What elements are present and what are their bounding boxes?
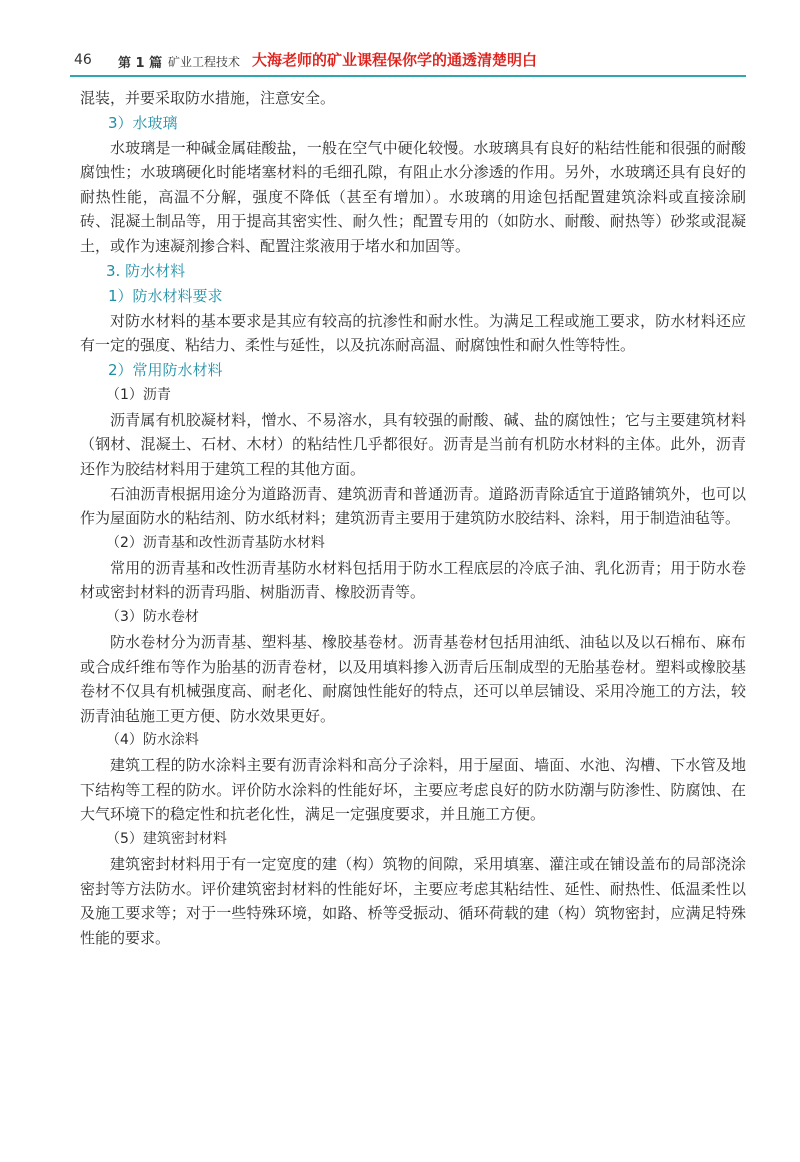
paragraph-asphalt-1: 沥青属有机胶凝材料，憎水、不易溶水，具有较强的耐酸、碱、盐的腐蚀性；它与主要建筑材料（钢材、混凝土、石材、木材）的粘结性几乎都很好。沥青是当前有机防水材料的主体。此外，沥青还作为胶结材料用于建筑工程的其他方面。 <box>80 410 746 478</box>
heading-common-materials: 2）常用防水材料 <box>108 360 223 379</box>
paragraph-waterproof-coating: 建筑工程的防水涂料主要有沥青涂料和高分子涂料，用于屋面、墙面、水池、沟槽、下水管及地下结构等工程的防水。评价防水涂料的性能好坏，主要应考虑良好的防水防潮与防渗性、防腐蚀、在大气环境下的稳定性和抗老化性，满足一定强度要求，并且施工方便。 <box>80 756 746 824</box>
subheading-waterproof-roll: （3）防水卷材 <box>106 608 199 625</box>
heading-waterproof-materials: 3. 防水材料 <box>106 261 186 280</box>
page-number: 46 <box>74 52 92 68</box>
paragraph-continuation: 混装，并要采取防水措施，注意安全。 <box>80 89 336 107</box>
header-divider <box>70 75 746 77</box>
paragraph-sealing-material: 建筑密封材料用于有一定宽度的建（构）筑物的间隙，采用填塞、灌注或在铺设盖布的局部浇涂密封等方法防水。评价建筑密封材料的性能好坏，主要应考虑其粘结性、延性、耐热性、低温柔性以及施工要求等；对于一些特殊环境，如路、桥等受振动、循环荷载的建（构）筑物密封，应满足特殊性能的要求。 <box>80 855 746 947</box>
chapter-label: 第 1 篇 <box>118 56 163 71</box>
page-body <box>80 86 746 950</box>
heading-waterproof-requirements: 1）防水材料要求 <box>108 286 223 305</box>
paragraph-asphalt-2: 石油沥青根据用途分为道路沥青、建筑沥青和普通沥青。道路沥青除适宜于道路铺筑外，也可以作为屋面防水的粘结剂、防水纸材料；建筑沥青主要用于建筑防水胶结料、涂料，用于制造油毡等。 <box>80 484 746 528</box>
subheading-modified-asphalt: （2）沥青基和改性沥青基防水材料 <box>106 534 325 551</box>
subheading-asphalt: （1）沥青 <box>106 386 171 403</box>
page-header <box>0 0 800 80</box>
paragraph-requirements: 对防水材料的基本要求是其应有较高的抗渗性和耐水性。为满足工程或施工要求，防水材料还应有一定的强度、粘结力、柔性与延性，以及抗冻耐高温、耐腐蚀性和耐久性等特性。 <box>80 311 746 355</box>
subheading-waterproof-coating: （4）防水涂料 <box>106 732 199 749</box>
subheading-sealing-material: （5）建筑密封材料 <box>106 831 227 848</box>
paragraph-modified-asphalt: 常用的沥青基和改性沥青基防水材料包括用于防水工程底层的冷底子油、乳化沥青；用于防水卷材或密封材料的沥青玛脂、树脂沥青、橡胶沥青等。 <box>80 558 746 602</box>
paragraph-water-glass: 水玻璃是一种碱金属硅酸盐，一般在空气中硬化较慢。水玻璃具有良好的粘结性能和很强的耐酸腐蚀性；水玻璃硬化时能堵塞材料的毛细孔隙，有阻止水分渗透的作用。另外，水玻璃还具有良好的耐热性能，高温不分解，强度不降低（甚至有增加）。水玻璃的用途包括配置建筑涂料或直接涂刷砖、混凝土制品等，用于提高其密实性、耐久性；配置专用的（如防水、耐酸、耐热等）砂浆或混凝土，或作为速凝剂掺合料、配置注浆液用于堵水和加固等。 <box>80 138 746 255</box>
watermark-text: 大海老师的矿业课程保你学的通透清楚明白 <box>252 51 538 69</box>
paragraph-waterproof-roll: 防水卷材分为沥青基、塑料基、橡胶基卷材。沥青基卷材包括用油纸、油毡以及以石棉布、麻布或合成纤维布等作为胎基的沥青卷材，以及用填料掺入沥青后压制成型的无胎基卷材。塑料或橡胶基卷材不仅具有机械强度高、耐老化、耐腐蚀性能好的特点，还可以单层铺设、采用冷施工的方法，较沥青油毡施工更方便、防水效果更好。 <box>80 632 746 725</box>
chapter-title: 矿业工程技术 <box>168 55 241 69</box>
heading-water-glass: 3）水玻璃 <box>108 113 178 132</box>
